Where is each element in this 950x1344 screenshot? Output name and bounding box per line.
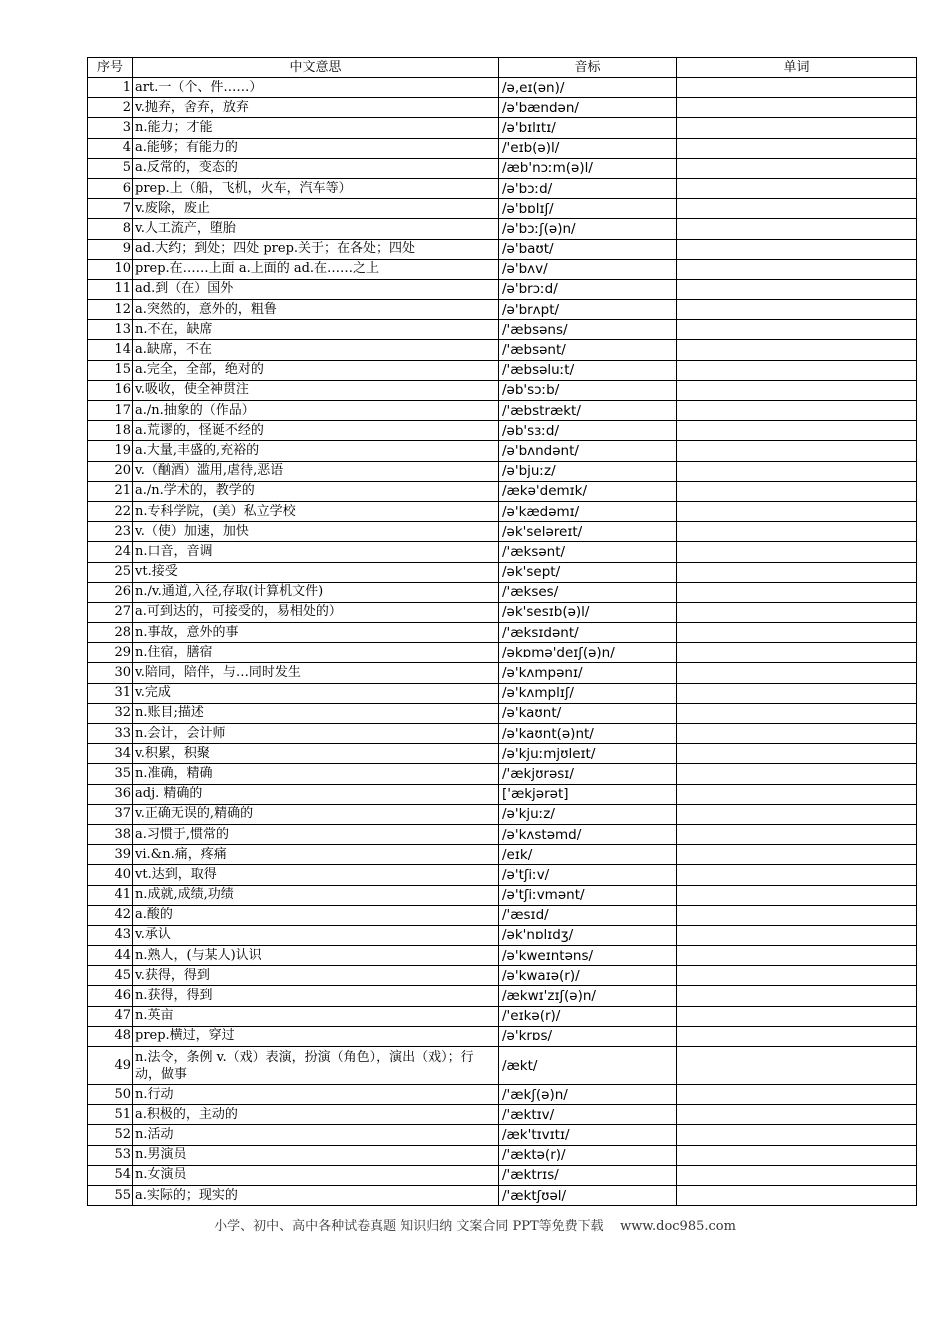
- row-phonetic: /'æksənt/: [499, 542, 677, 562]
- row-phonetic: /'ækjʊrəsɪ/: [499, 764, 677, 784]
- table-row: [88, 1105, 917, 1125]
- row-number: 21: [88, 481, 133, 501]
- row-number: 4: [88, 138, 133, 158]
- table-row: [88, 380, 917, 400]
- table-row: [88, 724, 917, 744]
- table-row: [88, 784, 917, 804]
- row-phonetic: /ə'tʃiːvmənt/: [499, 885, 677, 905]
- row-meaning: adj. 精确的: [133, 784, 499, 804]
- row-word-cell[interactable]: [677, 461, 917, 481]
- table-row: [88, 946, 917, 966]
- table-row: [88, 905, 917, 925]
- table-row: [88, 138, 917, 158]
- row-word-cell[interactable]: [677, 401, 917, 421]
- row-meaning: n.账目;描述: [133, 703, 499, 723]
- row-number: 53: [88, 1145, 133, 1165]
- table-row: [88, 885, 917, 905]
- row-word-cell[interactable]: [677, 623, 917, 643]
- row-meaning: n.能力；才能: [133, 118, 499, 138]
- row-meaning: v.正确无误的,精确的: [133, 804, 499, 824]
- table-row: [88, 501, 917, 521]
- row-meaning: v.承认: [133, 925, 499, 945]
- row-meaning: n.获得，得到: [133, 986, 499, 1006]
- table-row: [88, 562, 917, 582]
- row-meaning: v.（使）加速，加快: [133, 522, 499, 542]
- row-number: 32: [88, 703, 133, 723]
- row-phonetic: /'eɪb(ə)l/: [499, 138, 677, 158]
- row-phonetic: /ə'kʌstəmd/: [499, 824, 677, 844]
- row-word-cell[interactable]: [677, 300, 917, 320]
- row-number: 19: [88, 441, 133, 461]
- row-number: 18: [88, 421, 133, 441]
- row-phonetic: /'æktɪv/: [499, 1105, 677, 1125]
- table-row: [88, 824, 917, 844]
- header-row: [88, 58, 917, 78]
- row-word-cell[interactable]: [677, 1047, 917, 1085]
- row-meaning: n.法令，条例 v.（戏）表演，扮演（角色），演出（戏）；行动，做事: [133, 1047, 499, 1085]
- row-word-cell[interactable]: [677, 1105, 917, 1125]
- row-word-cell[interactable]: [677, 925, 917, 945]
- row-number: 25: [88, 562, 133, 582]
- row-word-cell[interactable]: [677, 744, 917, 764]
- row-number: 48: [88, 1026, 133, 1046]
- row-word-cell[interactable]: [677, 1165, 917, 1185]
- row-word-cell[interactable]: [677, 360, 917, 380]
- table-row: [88, 986, 917, 1006]
- row-number: 39: [88, 845, 133, 865]
- row-number: 55: [88, 1185, 133, 1205]
- row-number: 17: [88, 401, 133, 421]
- row-word-cell[interactable]: [677, 1085, 917, 1105]
- row-meaning: v.（酗酒）滥用,虐待,恶语: [133, 461, 499, 481]
- row-meaning: prep.上（船，飞机，火车，汽车等）: [133, 178, 499, 198]
- row-meaning: n.不在，缺席: [133, 320, 499, 340]
- row-phonetic: /ə'tʃiːv/: [499, 865, 677, 885]
- row-phonetic: /'æktrɪs/: [499, 1165, 677, 1185]
- row-number: 41: [88, 885, 133, 905]
- row-meaning: a.大量,丰盛的,充裕的: [133, 441, 499, 461]
- row-word-cell[interactable]: [677, 320, 917, 340]
- row-meaning: v.人工流产，堕胎: [133, 219, 499, 239]
- row-word-cell[interactable]: [677, 643, 917, 663]
- table-row: [88, 219, 917, 239]
- row-word-cell[interactable]: [677, 441, 917, 461]
- row-meaning: art.一（个、件……）: [133, 78, 499, 98]
- row-phonetic: /ə'bɔːʃ(ə)n/: [499, 219, 677, 239]
- row-word-cell[interactable]: [677, 380, 917, 400]
- row-word-cell[interactable]: [677, 98, 917, 118]
- row-word-cell[interactable]: [677, 158, 917, 178]
- row-meaning: a.突然的，意外的，粗鲁: [133, 300, 499, 320]
- row-meaning: n.成就,成绩,功绩: [133, 885, 499, 905]
- row-phonetic: /ə'bɒlɪʃ/: [499, 199, 677, 219]
- row-number: 15: [88, 360, 133, 380]
- row-phonetic: /'æktʃʊəl/: [499, 1185, 677, 1205]
- row-number: 28: [88, 623, 133, 643]
- row-meaning: a.反常的，变态的: [133, 158, 499, 178]
- row-phonetic: /ə'bʌv/: [499, 259, 677, 279]
- row-word-cell[interactable]: [677, 764, 917, 784]
- row-word-cell[interactable]: [677, 562, 917, 582]
- row-word-cell[interactable]: [677, 582, 917, 602]
- row-word-cell[interactable]: [677, 865, 917, 885]
- row-number: 13: [88, 320, 133, 340]
- header-word: 单词: [677, 58, 917, 78]
- row-phonetic: /ə'kjuːmjʊleɪt/: [499, 744, 677, 764]
- row-number: 33: [88, 724, 133, 744]
- row-word-cell[interactable]: [677, 481, 917, 501]
- row-meaning: a.完全，全部，绝对的: [133, 360, 499, 380]
- row-phonetic: /'æktə(r)/: [499, 1145, 677, 1165]
- row-phonetic: /'ækses/: [499, 582, 677, 602]
- table-row: [88, 1145, 917, 1165]
- table-row: [88, 925, 917, 945]
- row-meaning: vt.接受: [133, 562, 499, 582]
- row-word-cell[interactable]: [677, 905, 917, 925]
- row-word-cell[interactable]: [677, 946, 917, 966]
- table-row: [88, 744, 917, 764]
- row-phonetic: /ə'kædəmɪ/: [499, 501, 677, 521]
- table-row: [88, 966, 917, 986]
- table-row: [88, 320, 917, 340]
- table-row: [88, 279, 917, 299]
- row-phonetic: /ə'kʌmplɪʃ/: [499, 683, 677, 703]
- row-number: 24: [88, 542, 133, 562]
- row-meaning: a./n.学术的，教学的: [133, 481, 499, 501]
- table-row: [88, 300, 917, 320]
- row-word-cell[interactable]: [677, 340, 917, 360]
- row-meaning: v.积累，积聚: [133, 744, 499, 764]
- row-phonetic: /ə'brɔːd/: [499, 279, 677, 299]
- row-phonetic: /əb'sɜːd/: [499, 421, 677, 441]
- row-phonetic: /'æbsəluːt/: [499, 360, 677, 380]
- table-row: [88, 441, 917, 461]
- row-word-cell[interactable]: [677, 199, 917, 219]
- row-phonetic: /ækt/: [499, 1047, 677, 1085]
- row-number: 27: [88, 602, 133, 622]
- row-phonetic: /əb'sɔːb/: [499, 380, 677, 400]
- row-number: 5: [88, 158, 133, 178]
- row-word-cell[interactable]: [677, 1026, 917, 1046]
- row-meaning: n.会计，会计师: [133, 724, 499, 744]
- row-word-cell[interactable]: [677, 804, 917, 824]
- row-word-cell[interactable]: [677, 703, 917, 723]
- table-row: [88, 98, 917, 118]
- row-meaning: v.抛弃，舍弃，放弃: [133, 98, 499, 118]
- row-word-cell[interactable]: [677, 1185, 917, 1205]
- row-phonetic: /ə'kwaɪə(r)/: [499, 966, 677, 986]
- row-meaning: n.事故，意外的事: [133, 623, 499, 643]
- row-number: 31: [88, 683, 133, 703]
- row-meaning: v.完成: [133, 683, 499, 703]
- row-meaning: vt.达到，取得: [133, 865, 499, 885]
- row-meaning: a.能够；有能力的: [133, 138, 499, 158]
- row-meaning: a.可到达的，可接受的，易相处的）: [133, 602, 499, 622]
- row-phonetic: /ə'krɒs/: [499, 1026, 677, 1046]
- row-word-cell[interactable]: [677, 78, 917, 98]
- row-phonetic: /'eɪkə(r)/: [499, 1006, 677, 1026]
- row-phonetic: /'ækʃ(ə)n/: [499, 1085, 677, 1105]
- row-number: 44: [88, 946, 133, 966]
- row-number: 16: [88, 380, 133, 400]
- table-row: [88, 360, 917, 380]
- row-meaning: v.吸收，使全神贯注: [133, 380, 499, 400]
- table-row: [88, 845, 917, 865]
- table-row: [88, 401, 917, 421]
- row-word-cell[interactable]: [677, 1145, 917, 1165]
- table-row: [88, 1085, 917, 1105]
- row-meaning: n.准确，精确: [133, 764, 499, 784]
- row-meaning: n.男演员: [133, 1145, 499, 1165]
- row-meaning: v.获得，得到: [133, 966, 499, 986]
- row-number: 26: [88, 582, 133, 602]
- table-row: [88, 178, 917, 198]
- row-phonetic: /eɪk/: [499, 845, 677, 865]
- row-phonetic: ['ækjərət]: [499, 784, 677, 804]
- row-meaning: a.酸的: [133, 905, 499, 925]
- row-phonetic: /ə'bʌndənt/: [499, 441, 677, 461]
- row-meaning: ad.大约；到处；四处 prep.关于；在各处；四处: [133, 239, 499, 259]
- row-word-cell[interactable]: [677, 1006, 917, 1026]
- row-meaning: n.女演员: [133, 1165, 499, 1185]
- row-word-cell[interactable]: [677, 602, 917, 622]
- row-number: 52: [88, 1125, 133, 1145]
- row-phonetic: /ə'kaʊnt/: [499, 703, 677, 723]
- row-word-cell[interactable]: [677, 683, 917, 703]
- row-meaning: n./v.通道,入径,存取(计算机文件): [133, 582, 499, 602]
- row-phonetic: /'æsɪd/: [499, 905, 677, 925]
- row-word-cell[interactable]: [677, 784, 917, 804]
- row-number: 20: [88, 461, 133, 481]
- row-phonetic: /ək'sept/: [499, 562, 677, 582]
- row-phonetic: /ək'nɒlɪdʒ/: [499, 925, 677, 945]
- row-number: 10: [88, 259, 133, 279]
- row-meaning: v.废除，废止: [133, 199, 499, 219]
- row-phonetic: /ə'baʊt/: [499, 239, 677, 259]
- row-number: 51: [88, 1105, 133, 1125]
- row-number: 30: [88, 663, 133, 683]
- row-meaning: n.口音，音调: [133, 542, 499, 562]
- row-meaning: a.荒谬的，怪诞不经的: [133, 421, 499, 441]
- header-meaning: 中文意思: [133, 58, 499, 78]
- table-row: [88, 421, 917, 441]
- table-row: [88, 461, 917, 481]
- row-number: 49: [88, 1047, 133, 1085]
- row-word-cell[interactable]: [677, 542, 917, 562]
- row-phonetic: /əkɒmə'deɪʃ(ə)n/: [499, 643, 677, 663]
- row-number: 22: [88, 501, 133, 521]
- row-number: 36: [88, 784, 133, 804]
- row-phonetic: /ə'kaʊnt(ə)nt/: [499, 724, 677, 744]
- row-number: 47: [88, 1006, 133, 1026]
- row-number: 50: [88, 1085, 133, 1105]
- row-word-cell[interactable]: [677, 1125, 917, 1145]
- table-row: [88, 865, 917, 885]
- table-row: [88, 1026, 917, 1046]
- table-row: [88, 764, 917, 784]
- row-word-cell[interactable]: [677, 845, 917, 865]
- table-row: [88, 804, 917, 824]
- row-meaning: prep.在……上面 a.上面的 ad.在……之上: [133, 259, 499, 279]
- row-phonetic: /ə'kweɪntəns/: [499, 946, 677, 966]
- table-row: [88, 259, 917, 279]
- table-row: [88, 643, 917, 663]
- table-row: [88, 239, 917, 259]
- row-word-cell[interactable]: [677, 138, 917, 158]
- row-meaning: ad.到（在）国外: [133, 279, 499, 299]
- table-row: [88, 602, 917, 622]
- row-number: 38: [88, 824, 133, 844]
- table-body: [88, 78, 917, 1206]
- table-row: [88, 481, 917, 501]
- row-number: 37: [88, 804, 133, 824]
- table-row: [88, 1185, 917, 1205]
- row-number: 45: [88, 966, 133, 986]
- table-row: [88, 542, 917, 562]
- row-word-cell[interactable]: [677, 421, 917, 441]
- row-number: 11: [88, 279, 133, 299]
- row-word-cell[interactable]: [677, 724, 917, 744]
- row-meaning: a./n.抽象的（作品）: [133, 401, 499, 421]
- row-number: 1: [88, 78, 133, 98]
- row-meaning: vi.&n.痛，疼痛: [133, 845, 499, 865]
- table-row: [88, 1125, 917, 1145]
- row-number: 7: [88, 199, 133, 219]
- row-meaning: n.熟人，(与某人)认识: [133, 946, 499, 966]
- table-row: [88, 118, 917, 138]
- row-number: 34: [88, 744, 133, 764]
- row-meaning: n.专科学院，(美）私立学校: [133, 501, 499, 521]
- row-phonetic: /æb'nɔːm(ə)l/: [499, 158, 677, 178]
- row-meaning: a.缺席，不在: [133, 340, 499, 360]
- row-phonetic: /ə'brʌpt/: [499, 300, 677, 320]
- table-row: [88, 1165, 917, 1185]
- row-meaning: a.实际的；现实的: [133, 1185, 499, 1205]
- row-meaning: n.英亩: [133, 1006, 499, 1026]
- table-row: [88, 199, 917, 219]
- row-phonetic: /ækə'demɪk/: [499, 481, 677, 501]
- table-row: [88, 703, 917, 723]
- table-row: [88, 158, 917, 178]
- row-word-cell[interactable]: [677, 966, 917, 986]
- row-number: 12: [88, 300, 133, 320]
- row-word-cell[interactable]: [677, 279, 917, 299]
- row-number: 2: [88, 98, 133, 118]
- row-number: 40: [88, 865, 133, 885]
- row-word-cell[interactable]: [677, 885, 917, 905]
- row-number: 8: [88, 219, 133, 239]
- row-phonetic: /ə'bændən/: [499, 98, 677, 118]
- table-row: [88, 1006, 917, 1026]
- header-num: 序号: [88, 58, 133, 78]
- row-number: 23: [88, 522, 133, 542]
- row-phonetic: /ə'bɔːd/: [499, 178, 677, 198]
- table-row: [88, 340, 917, 360]
- header-phonetic: 音标: [499, 58, 677, 78]
- row-phonetic: /ə'kjuːz/: [499, 804, 677, 824]
- row-phonetic: /æk'tɪvɪtɪ/: [499, 1125, 677, 1145]
- row-phonetic: /'æbstrækt/: [499, 401, 677, 421]
- row-phonetic: /ə'kʌmpənɪ/: [499, 663, 677, 683]
- row-phonetic: /ək'seləreɪt/: [499, 522, 677, 542]
- row-number: 46: [88, 986, 133, 1006]
- row-phonetic: /'æbsəns/: [499, 320, 677, 340]
- table-row: [88, 1047, 917, 1085]
- row-phonetic: /ə'bɪlɪtɪ/: [499, 118, 677, 138]
- row-number: 43: [88, 925, 133, 945]
- row-word-cell[interactable]: [677, 239, 917, 259]
- row-word-cell[interactable]: [677, 259, 917, 279]
- row-word-cell[interactable]: [677, 219, 917, 239]
- row-word-cell[interactable]: [677, 501, 917, 521]
- row-word-cell[interactable]: [677, 663, 917, 683]
- vocabulary-table: [87, 57, 917, 1206]
- row-word-cell[interactable]: [677, 522, 917, 542]
- row-word-cell[interactable]: [677, 118, 917, 138]
- row-meaning: v.陪同，陪伴，与…同时发生: [133, 663, 499, 683]
- table-row: [88, 663, 917, 683]
- row-meaning: n.活动: [133, 1125, 499, 1145]
- row-number: 35: [88, 764, 133, 784]
- row-word-cell[interactable]: [677, 824, 917, 844]
- row-phonetic: /ə'bjuːz/: [499, 461, 677, 481]
- row-number: 54: [88, 1165, 133, 1185]
- row-phonetic: /'æksɪdənt/: [499, 623, 677, 643]
- row-number: 3: [88, 118, 133, 138]
- row-meaning: n.住宿，膳宿: [133, 643, 499, 663]
- table-row: [88, 582, 917, 602]
- table-row: [88, 78, 917, 98]
- row-number: 6: [88, 178, 133, 198]
- row-meaning: prep.横过，穿过: [133, 1026, 499, 1046]
- row-meaning: a.习惯于,惯常的: [133, 824, 499, 844]
- row-phonetic: /ək'sesɪb(ə)l/: [499, 602, 677, 622]
- row-phonetic: /ə,eɪ(ən)/: [499, 78, 677, 98]
- row-phonetic: /'æbsənt/: [499, 340, 677, 360]
- table-row: [88, 623, 917, 643]
- row-word-cell[interactable]: [677, 178, 917, 198]
- table-row: [88, 683, 917, 703]
- row-meaning: n.行动: [133, 1085, 499, 1105]
- page-footer: 小学、初中、高中各种试卷真题 知识归纳 文案合同 PPT等免费下载 www.doc985.com: [214, 1219, 736, 1234]
- row-number: 29: [88, 643, 133, 663]
- row-number: 9: [88, 239, 133, 259]
- row-meaning: a.积极的，主动的: [133, 1105, 499, 1125]
- table-row: [88, 522, 917, 542]
- row-number: 14: [88, 340, 133, 360]
- row-phonetic: /ækwɪ'zɪʃ(ə)n/: [499, 986, 677, 1006]
- row-word-cell[interactable]: [677, 986, 917, 1006]
- row-number: 42: [88, 905, 133, 925]
